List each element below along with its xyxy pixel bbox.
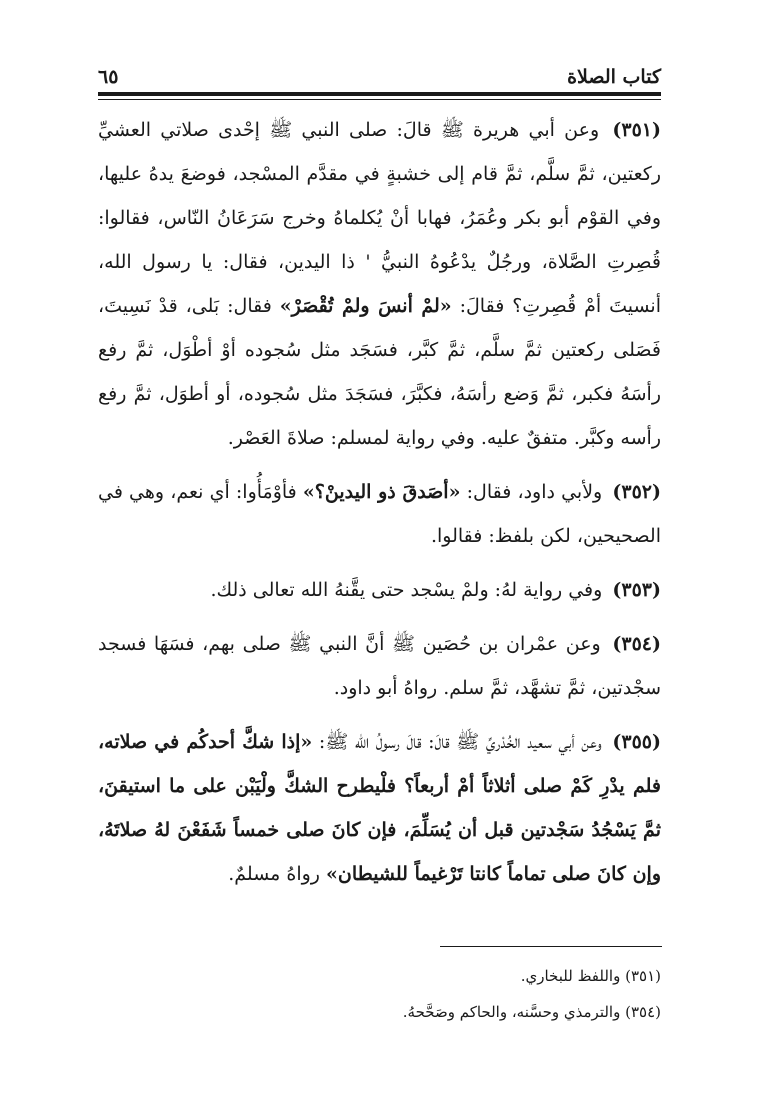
footnote: (٣٥١) واللفظ للبخاري. — [520, 967, 661, 985]
hadith-number: (٣٥٥) — [612, 731, 661, 753]
footnote-divider — [440, 946, 662, 947]
hadith-text: وعن أبي سعيد الخُدْريِّ ﷺ قالَ: قالَ رسولُ الله ﷺ: — [312, 731, 602, 753]
running-header — [98, 62, 661, 88]
prophetic-quote: «أصَدقَ ذو اليدينْ؟» — [302, 481, 461, 503]
hadith-355 — [98, 720, 661, 896]
main-text — [98, 108, 661, 896]
book-title: كتاب الصلاة — [567, 66, 661, 88]
footnote: (٣٥٤) والترمذي وحسَّنه، والحاكم وصَحَّحهُ. — [402, 1003, 661, 1021]
prophetic-quote: «إذا شكَّ أحدكُم في صلاته، فلم يدْرِ كَمْ صلى أثلاثاً أمْ أربعاً؟ فلْيطرح الشكَّ ولْيَبْن على ما استيقنَ، ثمَّ يَسْجُدُ سَجْدتين قبل أن يُسَلِّمَ، فإن كانَ صلى خمساً شَفَعْنَ لهُ صلاتَهُ، وإن كانَ صلى تماماً كانتا تَرْغيماً للشيطان» — [98, 731, 661, 885]
header-rule-thick — [98, 92, 661, 96]
hadith-351 — [98, 108, 661, 460]
hadith-text: رواهُ مسلمٌ. — [228, 863, 326, 885]
hadith-number: (٣٥١) — [612, 119, 661, 141]
hadith-text: وعن أبي هريرة ﷺ قالَ: صلى النبي ﷺ إحْدى صلاتي العشيِّ ركعتين، ثمَّ سلَّم، ثمَّ قام إلى خشبةٍ في مقدَّم المسْجد، فوضعَ يدهُ عليها، وفي القوْم أبو بكر وعُمَرُ، فهابا أنْ يُكلماهُ وخرج سَرَعَانُ النّاس، فقالوا: قُصِرتِ الصَّلاة، ورجُلٌ يدْعُوهُ النبيُّ ' ذا اليدين، فقال: يا رسول الله، أنسيتَ أمْ قُصِرتِ؟ فقالَ: — [98, 119, 661, 317]
hadith-text: فأوْمَأُوا: أي نعم، وهي في الصحيحين، لكن بلفظ: فقالوا. — [98, 481, 661, 547]
prophetic-quote: «لمْ أنسَ ولمْ تُقْصَرْ» — [279, 295, 452, 317]
hadith-text: وفي رواية لهُ: ولمْ يسْجد حتى يقَّنهُ الله تعالى ذلك. — [210, 579, 603, 601]
hadith-number: (٣٥٣) — [612, 579, 661, 601]
hadith-text: وعن عمْران بن حُصَين ﷺ أنَّ النبي ﷺ صلى بهم، فسَهَا فسجد سجْدتين، ثمَّ تشهَّد، ثمَّ سلم. رواهُ أبو داود. — [98, 633, 661, 699]
hadith-number: (٣٥٤) — [612, 633, 661, 655]
footnotes — [98, 958, 661, 1030]
hadith-354 — [98, 622, 661, 710]
hadith-352 — [98, 470, 661, 558]
hadith-number: (٣٥٢) — [612, 481, 661, 503]
hadith-text: فقال: بَلى، قدْ نَسِيتَ، فَصَلى ركعتين ثمَّ سلَّم، ثمَّ كبَّر، فسَجَد مثل سُجوده أوْ أطْوَل، ثمَّ رفع رأسَهُ فكبر، ثمَّ وَضع رأسَهُ، فكبَّرَ، فسَجَدَ مثل سُجوده، أو أطوَل، ثمَّ رفع رأسه وكبَّر. متفقٌ عليه. وفي رواية لمسلم: صلاةَ العَصْر. — [98, 295, 661, 449]
page-number: ٦٥ — [98, 66, 119, 88]
hadith-353 — [98, 568, 661, 612]
header-rule-thin — [98, 99, 661, 100]
hadith-text: ولأبي داود، فقال: — [460, 481, 603, 503]
